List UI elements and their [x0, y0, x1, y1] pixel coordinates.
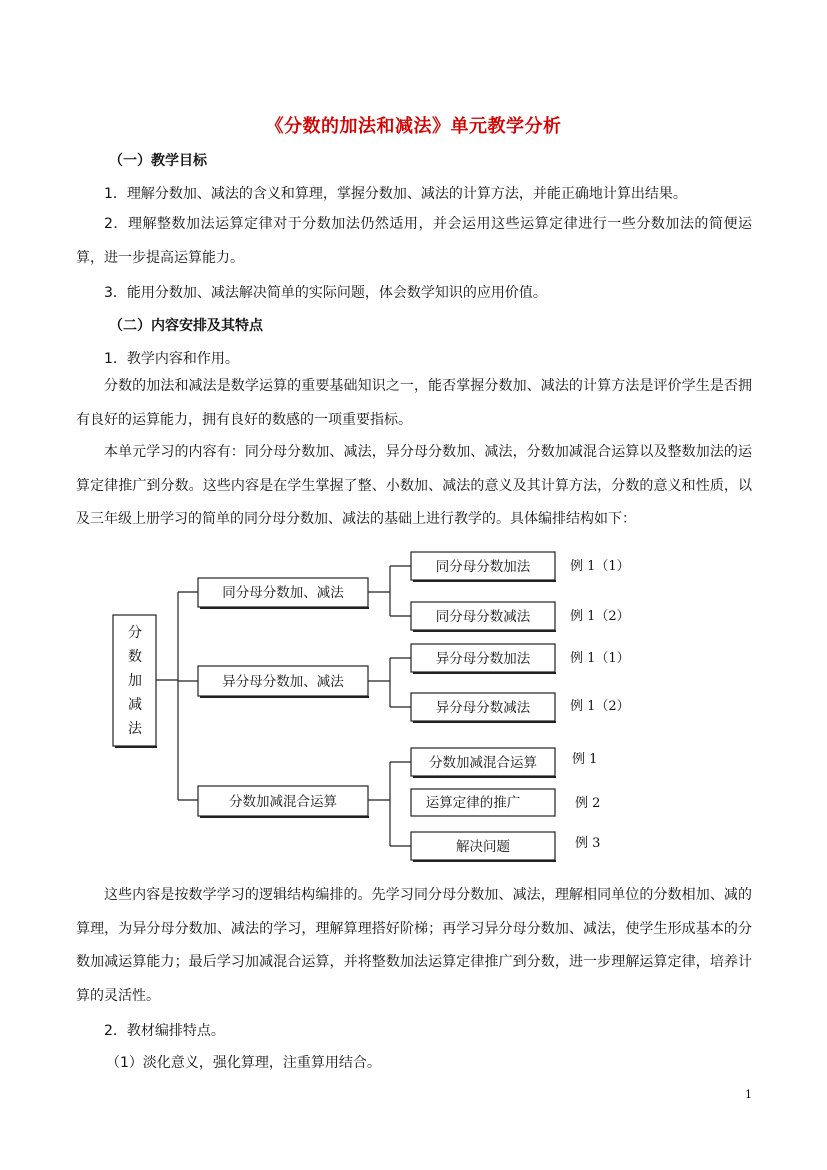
leaf-label-1: 同分母分数加法: [435, 559, 531, 575]
branch-label-3: 分数加减混合运算: [229, 794, 337, 810]
paragraph-1: 分数的加法和减法是数学运算的重要基础知识之一，能否掌握分数加、减法的计算方法是评价学生是否拥有良好的运算能力，拥有良好的数感的一项重要指标。: [76, 378, 752, 428]
leaf-label-3: 异分母分数加法: [435, 651, 531, 667]
sub-heading-2: 2．教材编排特点。: [104, 1023, 225, 1039]
example-label-6: 例 2: [575, 796, 601, 811]
sub-heading-2-1: （1）淡化意义，强化算理，注重算用结合。: [106, 1055, 381, 1071]
example-label-5: 例 1: [572, 752, 598, 767]
root-char-3: 加: [128, 673, 142, 689]
example-label-4: 例 1（2）: [570, 699, 630, 714]
leaf-label-4: 异分母分数减法: [435, 700, 531, 716]
leaf-label-7: 解决问题: [456, 839, 510, 855]
goal-item-3: 3．能用分数加、减法解决简单的实际问题，体会数学知识的应用价值。: [104, 285, 547, 301]
sub-heading-1: 1．教学内容和作用。: [104, 351, 239, 367]
section1-heading: （一）教学目标: [109, 153, 207, 169]
leaf-label-6: 运算定律的推广: [425, 795, 521, 811]
paragraph-2: 本单元学习的内容有：同分母分数加、减法，异分母分数加、减法，分数加减混合运算以及整数加法的运算定律推广到分数。这些内容是在学生掌握了整、小数加、减法的意义及其计算方法，分数的意义和性质，以及三年级上册学习的简单的同分母分数加、减法的基础上进行教学的。具体编排结构如下：: [76, 444, 752, 527]
root-char-2: 数: [128, 649, 142, 665]
example-label-3: 例 1（1）: [570, 651, 630, 666]
root-char-5: 法: [128, 721, 142, 737]
example-label-7: 例 3: [575, 836, 601, 851]
section2-heading: （二）内容安排及其特点: [109, 318, 263, 334]
root-char-4: 减: [128, 697, 142, 713]
branch-label-1: 同分母分数加、减法: [222, 585, 344, 601]
paragraph-3: 这些内容是按数学学习的逻辑结构编排的。先学习同分母分数加、减法，理解相同单位的分数相加、减的算理，为异分母分数加、减法的学习，理解算理搭好阶梯；再学习异分母分数加、减法，使学生形成基本的分数加减运算能力；最后学习加减混合运算，并将整数加法运算定律推广到分数，进一步理解运算定律，培养计算的灵活性。: [76, 887, 752, 1004]
leaf-label-2: 同分母分数减法: [435, 609, 531, 625]
document-title: 《分数的加法和减法》单元教学分析: [265, 116, 562, 137]
goal-item-2: 2．理解整数加法运算定律对于分数加法仍然适用，并会运用这些运算定律进行一些分数加法的简便运算，进一步提高运算能力。: [76, 216, 752, 266]
goal-item-1: 1．理解分数加、减法的含义和算理，掌握分数加、减法的计算方法，并能正确地计算出结果。: [104, 186, 687, 202]
page-number: 1: [745, 1088, 752, 1101]
leaf-label-5: 分数加减混合运算: [429, 755, 537, 771]
root-char-1: 分: [128, 625, 142, 641]
branch-label-2: 异分母分数加、减法: [222, 674, 344, 690]
example-label-2: 例 1（2）: [570, 609, 630, 624]
example-label-1: 例 1（1）: [570, 559, 630, 574]
